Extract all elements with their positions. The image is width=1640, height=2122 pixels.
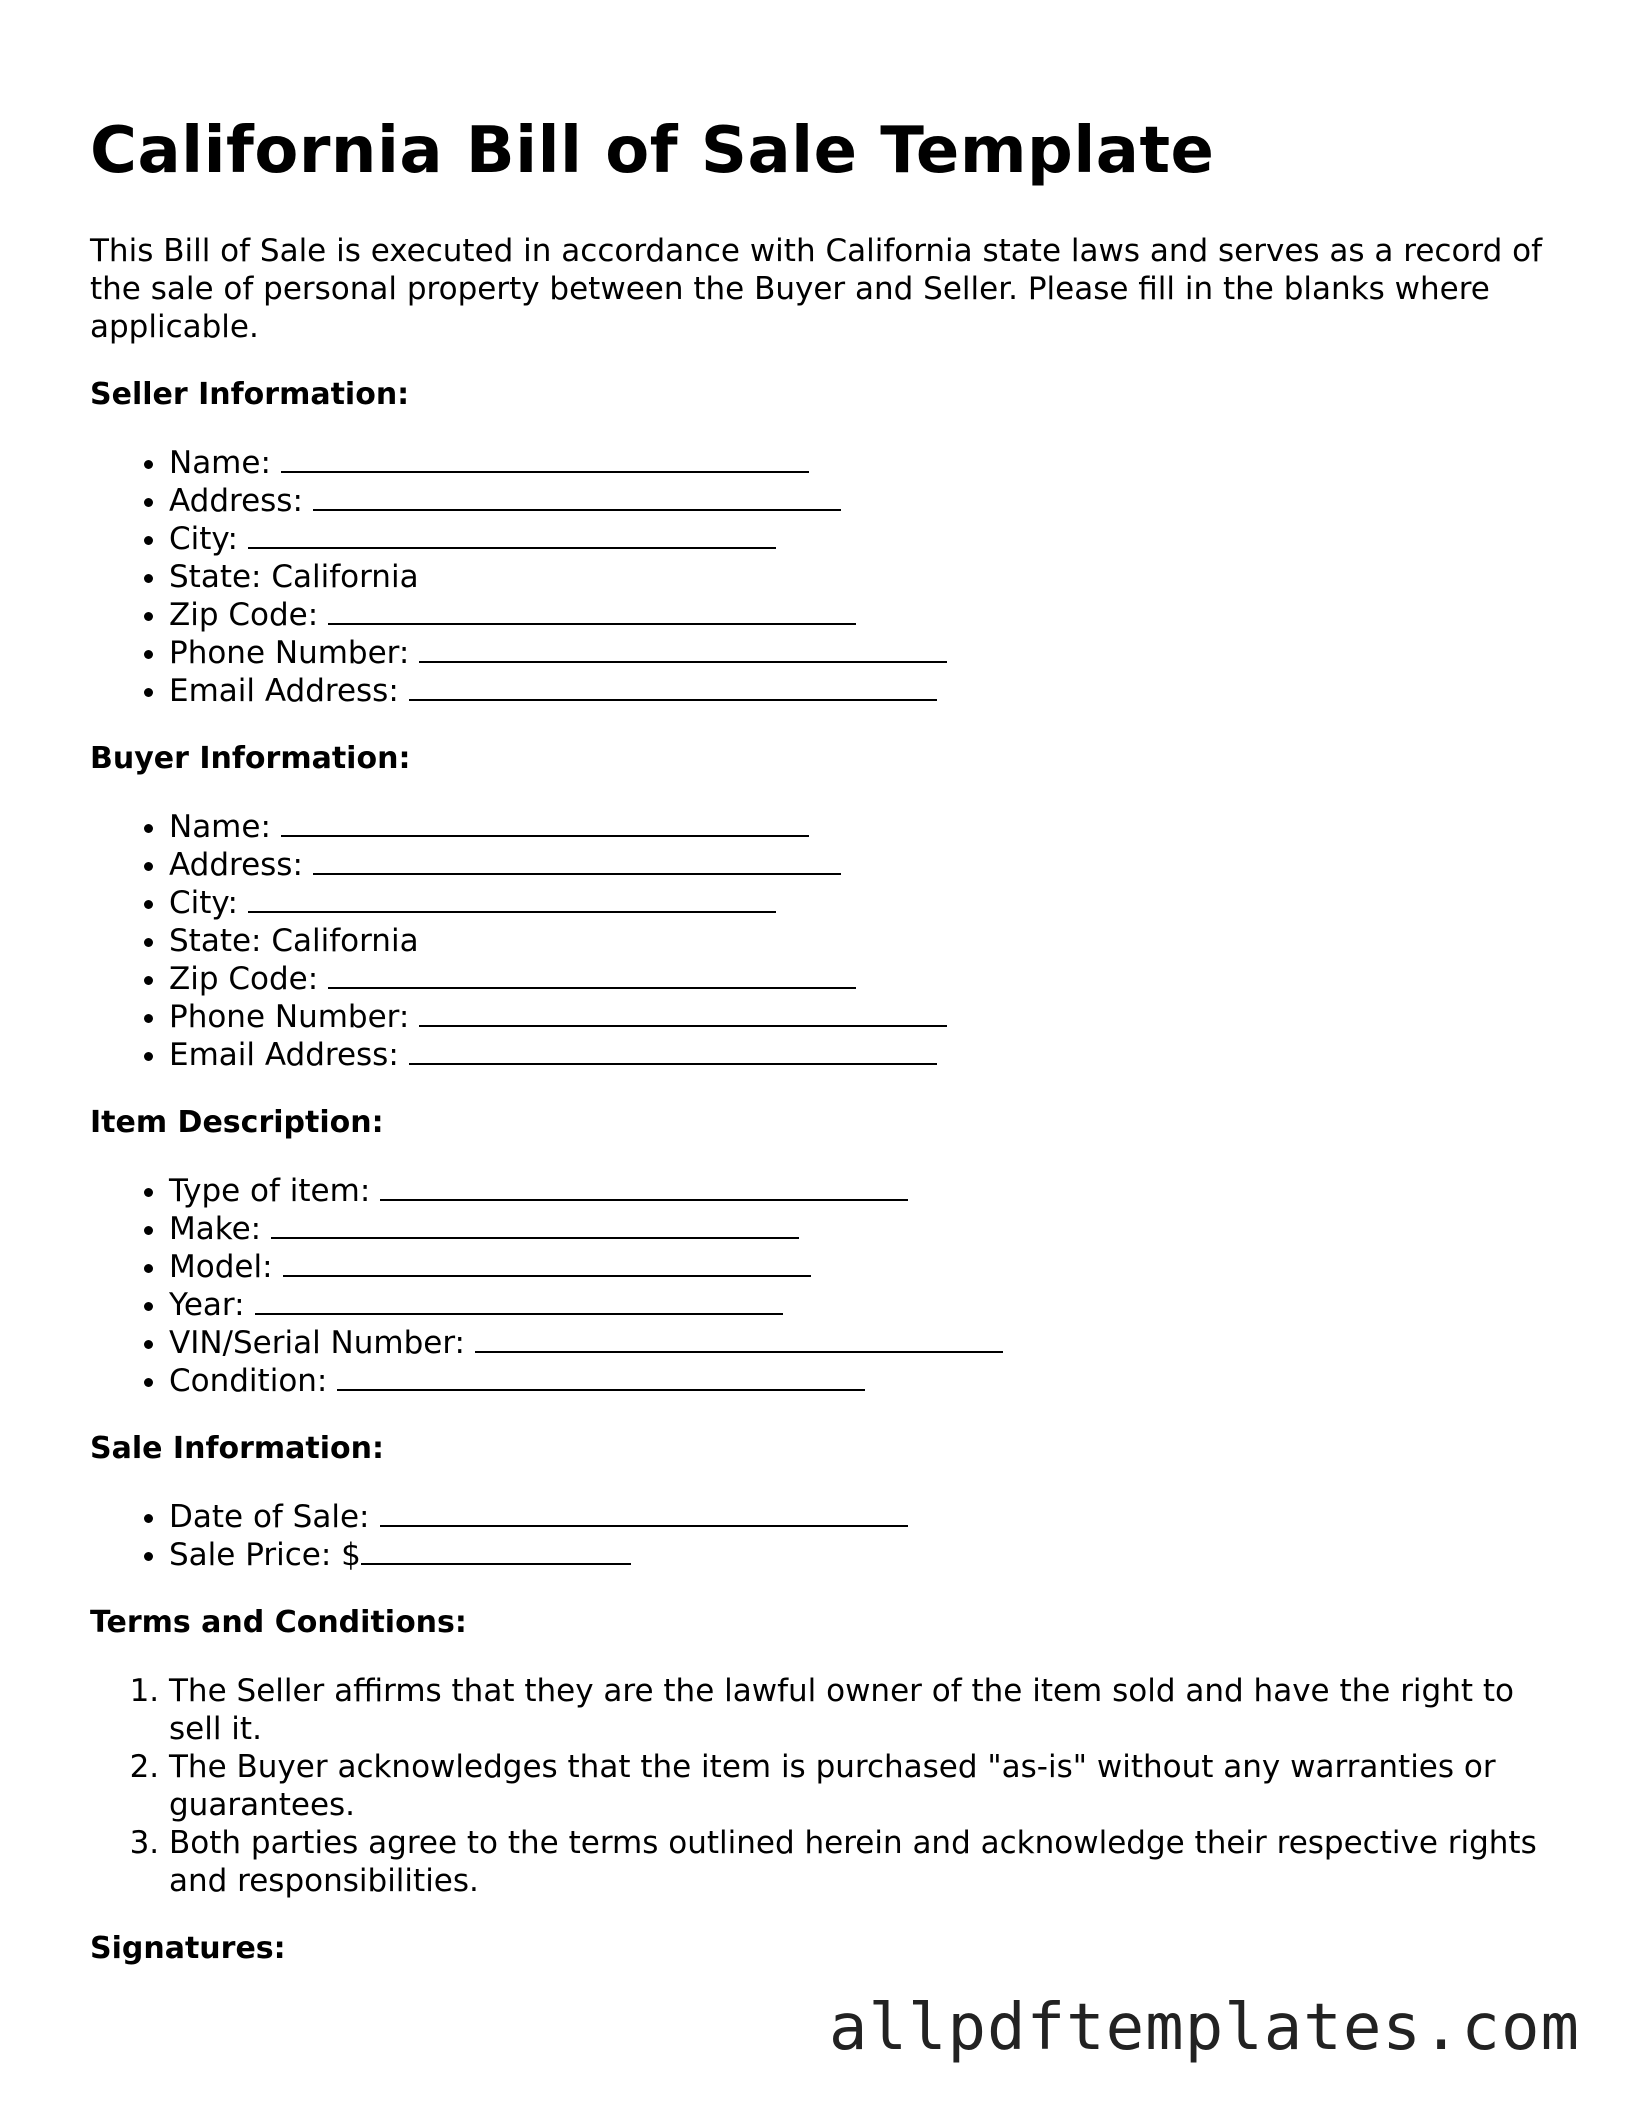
item-heading: Item Description: <box>90 1105 384 1140</box>
seller-fields <box>90 444 1550 710</box>
item-make-label: Make: <box>169 1211 262 1247</box>
item-model-label: Model: <box>169 1249 273 1285</box>
buyer-address-label: Address: <box>169 847 303 883</box>
page-title: California Bill of Sale Template <box>90 114 1215 188</box>
item-make-blank[interactable] <box>271 1210 799 1239</box>
seller-address-blank[interactable] <box>313 482 841 511</box>
buyer-name-label: Name: <box>169 809 271 845</box>
item-fields <box>90 1172 1550 1400</box>
sale-date-blank[interactable] <box>380 1498 908 1527</box>
buyer-state-label: State: California <box>169 923 419 959</box>
sale-price-label: Sale Price: $ <box>169 1537 361 1573</box>
buyer-zip-blank[interactable] <box>328 960 856 989</box>
buyer-fields <box>90 808 1550 1074</box>
list-item <box>169 672 1550 710</box>
buyer-email-label: Email Address: <box>169 1037 399 1073</box>
sale-price-blank[interactable] <box>361 1536 631 1565</box>
watermark-logo: allpdftemplates.com <box>828 1991 1580 2065</box>
seller-email-label: Email Address: <box>169 673 399 709</box>
list-item <box>169 596 1550 634</box>
item-model-blank[interactable] <box>283 1248 811 1277</box>
buyer-heading: Buyer Information: <box>90 741 411 776</box>
buyer-name-blank[interactable] <box>281 808 809 837</box>
seller-email-blank[interactable] <box>409 672 937 701</box>
sale-fields <box>90 1498 1550 1574</box>
seller-zip-label: Zip Code: <box>169 597 319 633</box>
list-item <box>169 884 1550 922</box>
item-type-label: Type of item: <box>169 1173 371 1209</box>
seller-phone-label: Phone Number: <box>169 635 410 671</box>
item-condition-label: Condition: <box>169 1363 328 1399</box>
list-item <box>169 808 1550 846</box>
list-item <box>169 846 1550 884</box>
list-item <box>169 1362 1550 1400</box>
list-item <box>169 444 1550 482</box>
terms-list <box>90 1672 1550 1900</box>
buyer-zip-label: Zip Code: <box>169 961 319 997</box>
item-year-label: Year: <box>169 1287 245 1323</box>
list-item <box>169 922 1550 960</box>
intro-paragraph: This Bill of Sale is executed in accordance with California state laws and serves as a record of the sale of personal property between the Buyer and Seller. Please fill in the blanks where applicable. <box>90 233 1543 345</box>
list-item <box>169 960 1550 998</box>
buyer-phone-label: Phone Number: <box>169 999 410 1035</box>
list-item <box>169 1286 1550 1324</box>
seller-city-label: City: <box>169 521 238 557</box>
seller-heading: Seller Information: <box>90 377 410 412</box>
seller-address-label: Address: <box>169 483 303 519</box>
list-item: 2. The Buyer acknowledges that the item is purchased "as-is" without any warranties or guarantees. <box>169 1748 1550 1824</box>
item-vin-label: VIN/Serial Number: <box>169 1325 465 1361</box>
item-year-blank[interactable] <box>255 1286 783 1315</box>
list-item <box>169 1172 1550 1210</box>
terms-heading: Terms and Conditions: <box>90 1605 467 1640</box>
seller-phone-blank[interactable] <box>419 634 947 663</box>
list-item <box>169 634 1550 672</box>
buyer-phone-blank[interactable] <box>419 998 947 1027</box>
item-condition-blank[interactable] <box>337 1362 865 1391</box>
document-page <box>90 0 1550 1968</box>
list-item <box>169 558 1550 596</box>
list-item <box>169 520 1550 558</box>
seller-name-blank[interactable] <box>281 444 809 473</box>
seller-name-label: Name: <box>169 445 271 481</box>
list-item <box>169 1248 1550 1286</box>
item-vin-blank[interactable] <box>475 1324 1003 1353</box>
list-item <box>169 482 1550 520</box>
buyer-city-label: City: <box>169 885 238 921</box>
buyer-city-blank[interactable] <box>248 884 776 913</box>
seller-state-label: State: California <box>169 559 419 595</box>
buyer-email-blank[interactable] <box>409 1036 937 1065</box>
list-item: 3. Both parties agree to the terms outlined herein and acknowledge their respective rights and responsibilities. <box>169 1824 1550 1900</box>
sale-heading: Sale Information: <box>90 1431 384 1466</box>
list-item <box>169 1536 1550 1574</box>
item-type-blank[interactable] <box>380 1172 908 1201</box>
list-item <box>169 1324 1550 1362</box>
signatures-heading: Signatures: <box>90 1931 286 1966</box>
seller-zip-blank[interactable] <box>328 596 856 625</box>
seller-city-blank[interactable] <box>248 520 776 549</box>
list-item <box>169 1210 1550 1248</box>
list-item <box>169 1498 1550 1536</box>
sale-date-label: Date of Sale: <box>169 1499 370 1535</box>
buyer-address-blank[interactable] <box>313 846 841 875</box>
list-item <box>169 1036 1550 1074</box>
list-item <box>169 998 1550 1036</box>
list-item: 1. The Seller affirms that they are the lawful owner of the item sold and have the right to sell it. <box>169 1672 1550 1748</box>
